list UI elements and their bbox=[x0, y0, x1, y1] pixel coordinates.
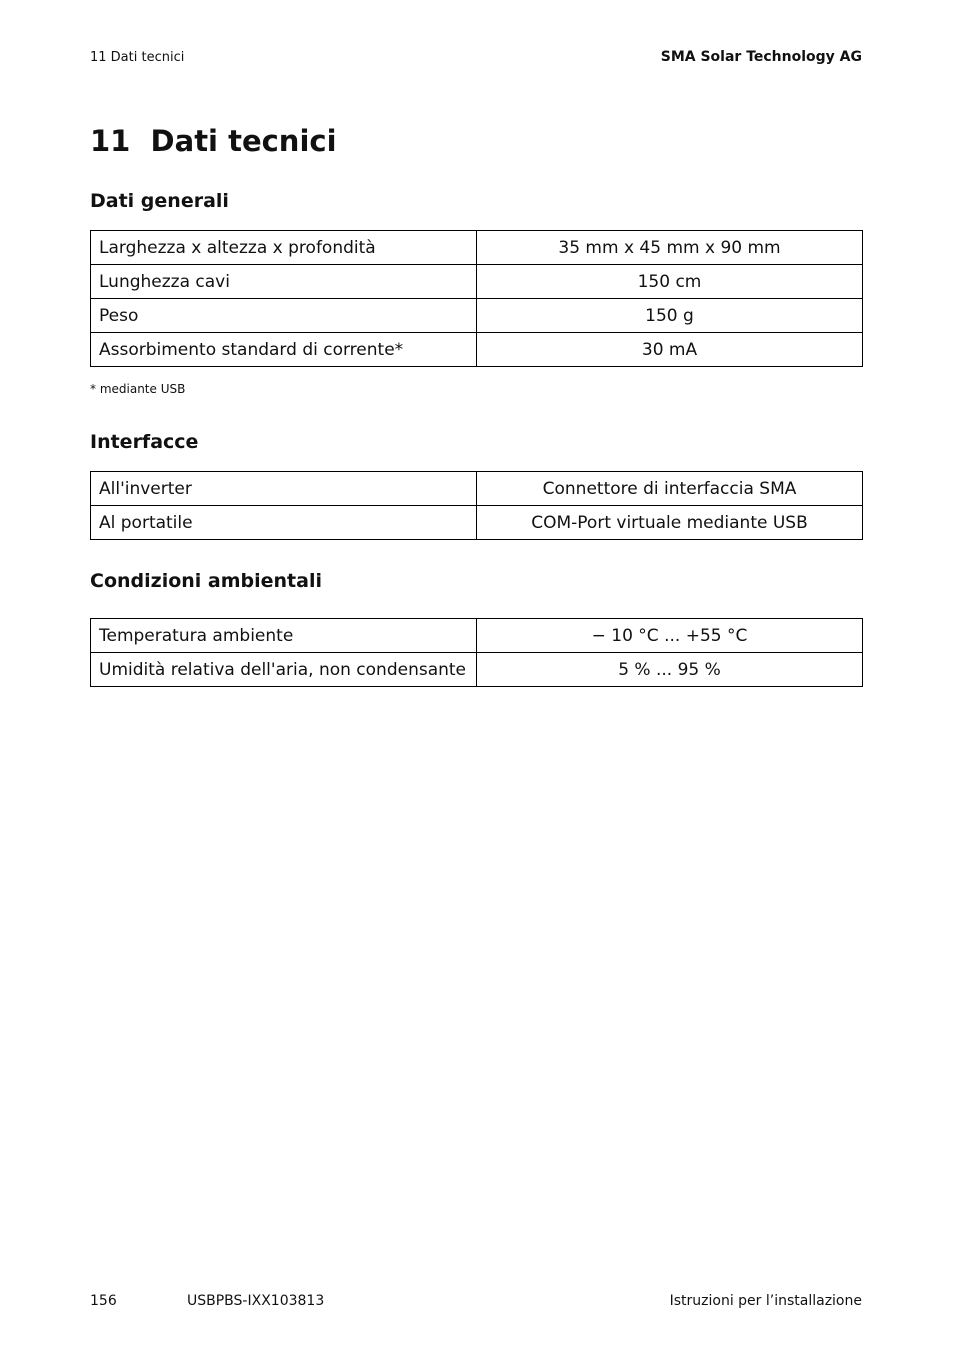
row-value: 150 cm bbox=[477, 265, 863, 299]
row-value: 150 g bbox=[477, 299, 863, 333]
table-row bbox=[91, 265, 863, 299]
table-row bbox=[91, 653, 863, 687]
section-heading-environment: Condizioni ambientali bbox=[90, 570, 322, 592]
row-label: Umidità relativa dell'aria, non condensante bbox=[91, 653, 477, 687]
row-label: Temperatura ambiente bbox=[91, 619, 477, 653]
section-heading-general: Dati generali bbox=[90, 190, 229, 212]
table-row bbox=[91, 472, 863, 506]
row-value: − 10 °C ... +55 °C bbox=[477, 619, 863, 653]
interfaces-table bbox=[90, 471, 863, 540]
row-label: Lunghezza cavi bbox=[91, 265, 477, 299]
row-label: Al portatile bbox=[91, 506, 477, 540]
document-code: USBPBS-IXX103813 bbox=[187, 1293, 325, 1309]
row-label: All'inverter bbox=[91, 472, 477, 506]
table-row bbox=[91, 231, 863, 265]
running-header-chapter: 11 Dati tecnici bbox=[90, 50, 185, 65]
table-row bbox=[91, 333, 863, 367]
section-heading-interfaces: Interfacce bbox=[90, 431, 199, 453]
chapter-title: 11 Dati tecnici bbox=[90, 124, 337, 158]
row-value: Connettore di interfaccia SMA bbox=[477, 472, 863, 506]
running-header-company: SMA Solar Technology AG bbox=[660, 49, 862, 65]
document-type: Istruzioni per l’installazione bbox=[669, 1293, 862, 1309]
table-row bbox=[91, 299, 863, 333]
row-label: Peso bbox=[91, 299, 477, 333]
environment-table bbox=[90, 618, 863, 687]
table-row bbox=[91, 506, 863, 540]
page-number: 156 bbox=[90, 1293, 117, 1309]
row-value: 35 mm x 45 mm x 90 mm bbox=[477, 231, 863, 265]
row-label: Assorbimento standard di corrente* bbox=[91, 333, 477, 367]
row-value: 5 % ... 95 % bbox=[477, 653, 863, 687]
general-data-table bbox=[90, 230, 863, 367]
row-value: 30 mA bbox=[477, 333, 863, 367]
table-row bbox=[91, 619, 863, 653]
row-value: COM-Port virtuale mediante USB bbox=[477, 506, 863, 540]
row-label: Larghezza x altezza x profondità bbox=[91, 231, 477, 265]
footnote: * mediante USB bbox=[90, 382, 186, 396]
